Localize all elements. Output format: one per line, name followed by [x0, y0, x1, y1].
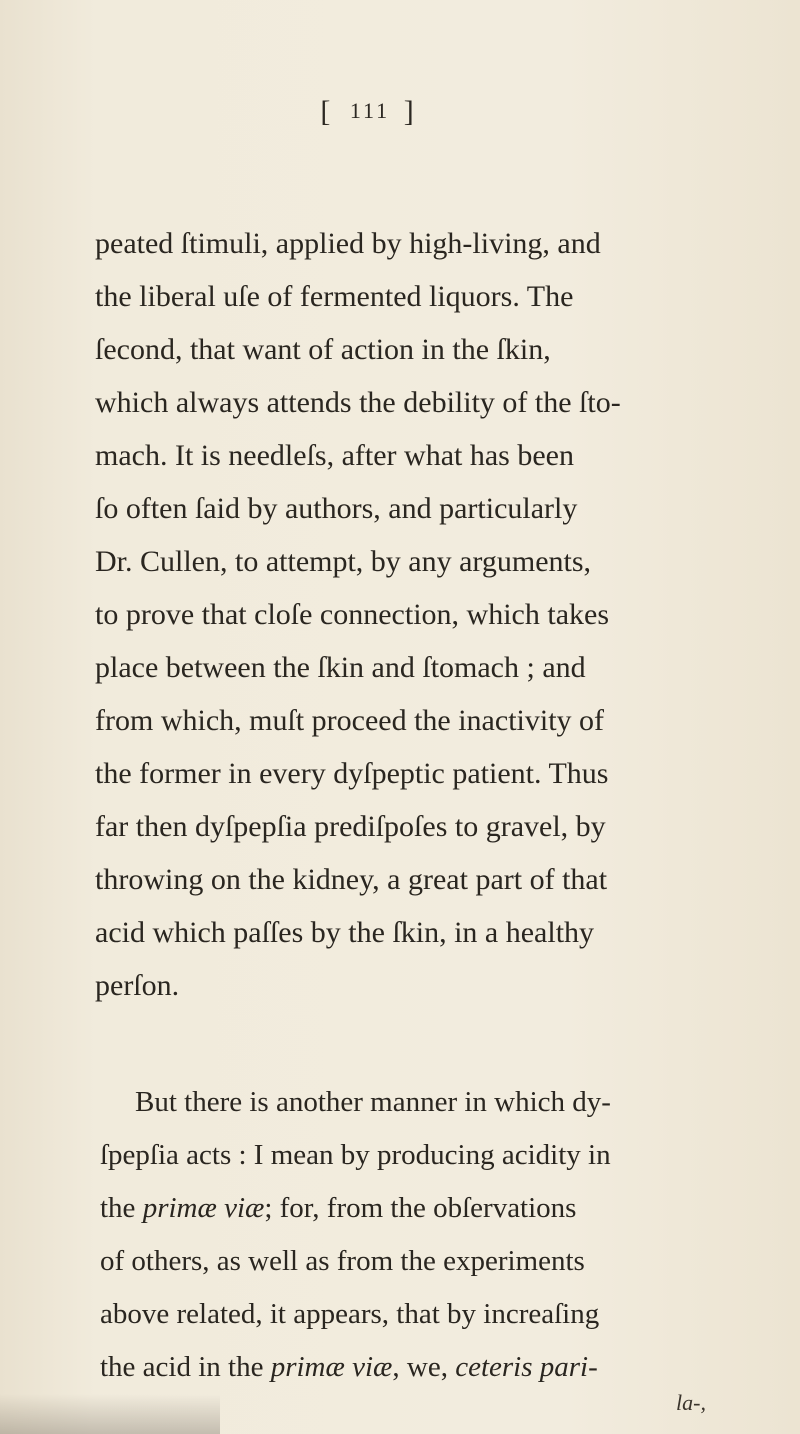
text-span: the acid in the [100, 1351, 271, 1383]
text-span: the [100, 1192, 143, 1224]
page-number: 111 [349, 98, 391, 123]
text-line: the liberal uſe of fermented liquors. The [95, 280, 574, 313]
catchword: la-, [676, 1390, 706, 1415]
text-line: above related, it appears, that by increaſing [100, 1298, 600, 1330]
text-line-mixed [100, 1350, 598, 1384]
text-line-mixed [100, 1191, 576, 1225]
italic-span: ceteris pari- [455, 1351, 598, 1383]
text-line: But there is another manner in which dy- [135, 1086, 611, 1118]
italic-span: primæ viæ [270, 1351, 393, 1383]
text-line: Dr. Cullen, to attempt, by any arguments, [95, 545, 592, 578]
text-line: mach. It is needleſs, after what has been [95, 439, 574, 472]
text-line: which always attends the debility of the ſto- [95, 386, 621, 419]
text-line: acid which paſſes by the ſkin, in a healthy [95, 916, 595, 949]
text-line: the former in every dyſpeptic patient. Thus [95, 757, 609, 790]
text-line: from which, muſt proceed the inactivity of [95, 704, 605, 737]
text-line: peated ſtimuli, applied by high-living, and [95, 227, 601, 260]
text-line: place between the ſkin and ſtomach ; and [95, 651, 586, 684]
text-line: far then dyſpepſia prediſpoſes to gravel, by [95, 810, 606, 843]
text-span: , we, [392, 1351, 456, 1383]
italic-span: primæ viæ [142, 1192, 265, 1224]
header-bracket-close: ] [403, 95, 420, 128]
binding-shadow [0, 1394, 220, 1434]
text-line: ſo often ſaid by authors, and particularly [95, 492, 578, 525]
text-span: ; for, from the obſervations [264, 1192, 577, 1224]
text-line: to prove that cloſe connection, which takes [95, 598, 609, 631]
page-header [0, 95, 740, 129]
text-line: perſon. [95, 969, 180, 1002]
text-line: throwing on the kidney, a great part of that [95, 863, 608, 896]
text-line: ſpepſia acts : I mean by producing acidity in [100, 1139, 611, 1171]
text-line: ſecond, that want of action in the ſkin, [95, 333, 551, 366]
text-line: of others, as well as from the experiments [100, 1245, 585, 1277]
header-bracket-open: [ [320, 95, 337, 128]
